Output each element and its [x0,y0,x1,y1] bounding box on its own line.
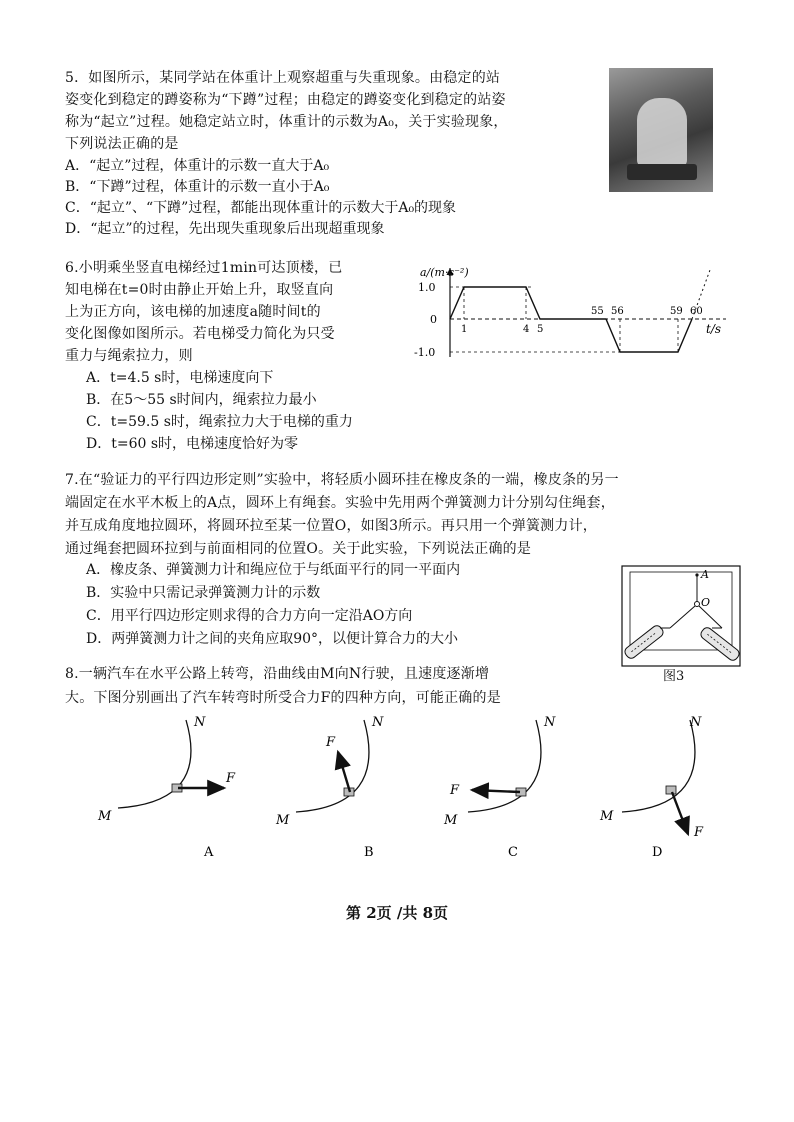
diagram-a-n: N [194,715,206,730]
q5-line-1: 5．如图所示，某同学站在体重计上观察超重与失重现象。由稳定的站 [65,70,501,86]
q5-line-3: 称为“起立”过程。她稳定站立时，体重计的示数为A₀，关于实验现象， [65,114,508,130]
x-tick-4: 4 [523,324,530,335]
page-footer: 第 2页 /共 8页 [345,904,449,922]
q6-option-d: D．t=60 s时，电梯速度恰好为零 [86,436,299,452]
y-tick-neg1: -1.0 [414,346,436,359]
diagram-b-n: N [372,715,384,730]
diagram-d [594,712,754,862]
q7-line-2: 端固定在水平木板上的A点，圆环上有绳套。实验中先用两个弹簧测力计分别勾住绳套， [65,495,615,511]
diagram-b-m: M [276,813,290,828]
q7-line-1: 7.在“验证力的平行四边形定则”实验中，将轻质小圆环挂在橡皮条的一端，橡皮条的另一 [65,472,619,488]
x-tick-55: 55 [591,306,604,317]
diagram-a-m: M [98,809,112,824]
diagram-b-f: F [326,735,336,750]
diagram-b-label: B [364,845,374,860]
x-tick-56: 56 [611,306,624,317]
q5-option-a: A．“起立”过程，体重计的示数一直大于A₀ [65,158,330,174]
diagram-c [440,712,600,862]
q5-option-c: C．“起立”、“下蹲”过程，都能出现体重计的示数大于A₀的现象 [65,200,457,216]
graph-ylabel: a/(m·s⁻²) [420,266,469,279]
diagram-a-f: F [226,771,236,786]
diagram-a-label: A [204,845,214,860]
q5-line-2: 姿变化到稳定的蹲姿称为“下蹲”过程；由稳定的蹲姿变化到稳定的站姿 [65,92,506,108]
q7-option-b: B．实验中只需记录弹簧测力计的示数 [86,585,321,601]
x-tick-1: 1 [461,324,468,335]
q7-line-3: 并互成角度地拉圆环，将圆环拉至某一位置O，如图3所示。再只用一个弹簧测力计， [65,518,597,534]
acceleration-time-graph [408,262,738,362]
q7-line-4: 通过绳套把圆环拉到与前面相同的位置O。关于此实验，下列说法正确的是 [65,541,532,557]
diagram-a [90,712,250,862]
q7-option-a: A．橡皮条、弹簧测力计和绳应位于与纸面平行的同一平面内 [86,562,461,578]
diagram-b [268,712,428,862]
diagram-c-m: M [444,813,458,828]
q7-option-d: D．两弹簧测力计之间的夹角应取90°，以便计算合力的大小 [86,631,459,647]
diagram-c-f: F [450,783,460,798]
q6-line-1: 6.小明乘坐竖直电梯经过1min可达顶楼，已 [65,260,343,276]
x-tick-60: 60 [690,306,703,317]
q5-option-d: D．“起立”的过程，先出现失重现象后出现超重现象 [65,221,385,237]
diagram-d-label: D [652,845,663,860]
figure-3-caption: 图3 [663,669,685,684]
q6-line-4: 变化图像如图所示。若电梯受力简化为只受 [65,326,335,342]
q6-line-5: 重力与绳索拉力，则 [65,348,193,364]
y-tick-0: 0 [430,313,437,326]
label-a-point: A [701,568,709,581]
q6-line-2: 知电梯在t=0时由静止开始上升，取竖直向 [65,282,334,298]
q6-option-c: C．t=59.5 s时，绳索拉力大于电梯的重力 [86,414,353,430]
q5-line-4: 下列说法正确的是 [65,136,179,152]
figure-3-diagram [604,562,744,672]
q5-option-b: B．“下蹲”过程，体重计的示数一直小于A₀ [65,179,330,195]
q8-line-2: 大。下图分别画出了汽车转弯时所受合力F的四种方向，可能正确的是 [65,690,501,706]
x-tick-59: 59 [670,306,683,317]
diagram-c-n: N [544,715,556,730]
diagram-c-label: C [508,845,518,860]
y-tick-1: 1.0 [418,281,436,294]
label-o-point: O [701,596,711,609]
scale-photo-image [609,68,713,192]
q6-option-a: A．t=4.5 s时，电梯速度向下 [86,370,274,386]
q8-line-1: 8.一辆汽车在水平公路上转弯，沿曲线由M向N行驶，且速度逐渐增 [65,666,490,682]
q6-line-3: 上为正方向，该电梯的加速度a随时间t的 [65,304,321,320]
diagram-d-m: M [600,809,614,824]
q6-option-b: B．在5～55 s时间内，绳索拉力最小 [86,392,317,408]
x-tick-5: 5 [537,324,544,335]
diagram-d-f: F [694,825,704,840]
graph-xlabel: t/s [706,322,722,336]
diagram-d-n: N [690,715,702,730]
q7-option-c: C．用平行四边形定则求得的合力方向一定沿AO方向 [86,608,413,624]
